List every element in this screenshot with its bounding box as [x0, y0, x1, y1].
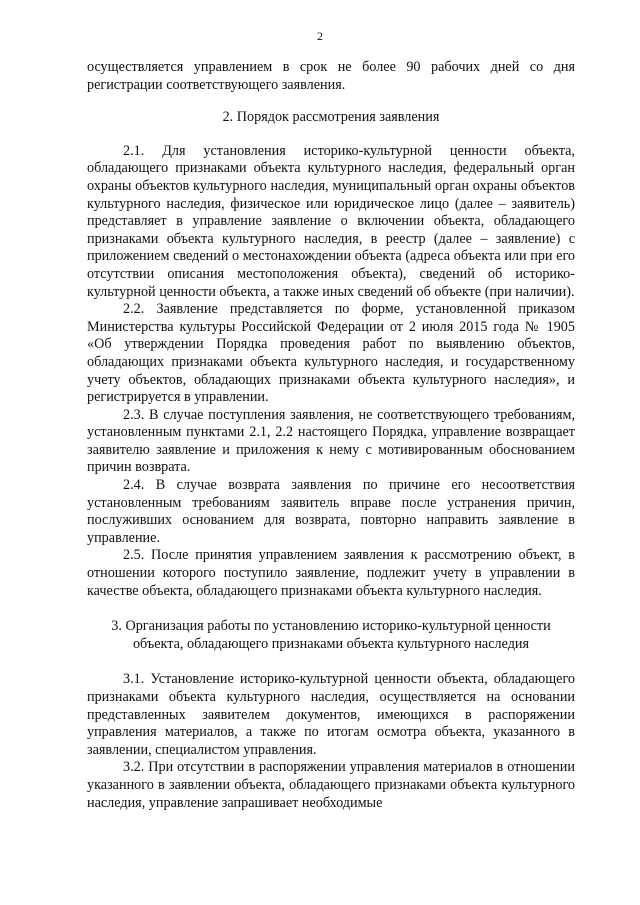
paragraph-2-5: 2.5. После принятия управлением заявления к рассмотрению объект, в отношении которого поступило заявление, подлежит учету в управлении в качестве объекта, обладающего признаками объекта культурного наследия. — [87, 547, 575, 599]
section-3-heading — [87, 618, 575, 653]
section-3-heading-line-1: 3. Организация работы по установлению историко-культурной ценности — [111, 618, 551, 635]
paragraph-2-1: 2.1. Для установления историко-культурной ценности объекта, обладающего признаками объекта культурного наследия, федеральный орган охраны объектов культурного наследия, муниципальный орган охраны объектов культурного наследия, физическое или юридическое лицо (далее – заявитель) представляет в управление заявление о включении объекта, обладающего признаками объекта культурного наследия, в реестр (далее – заявление) с приложением сведений о местонахождении объекта (адреса объекта или при его отсутствии описания местоположения объекта), сведений об историко-культурной ценности объекта, а также иных сведений об объекте (при наличии). — [87, 142, 575, 300]
section-3-heading-line-2: объекта, обладающего признаками объекта культурного наследия — [132, 635, 530, 652]
paragraph-2-3: 2.3. В случае поступления заявления, не соответствующего требованиям, установленным пунктами 2.1, 2.2 настоящего Порядка, управление возвращает заявителю заявление и приложения к нему с мотивированным обоснованием причин возврата. — [87, 406, 575, 476]
document-body — [87, 59, 575, 812]
paragraph-2-2: 2.2. Заявление представляется по форме, установленной приказом Министерства культуры Российской Федерации от 2 июля 2015 года № 1905 «Об утверждении Порядка проведения работ по выявлению объектов, обладающих признаками объекта культурного наследия, и государственному учету объектов, обладающих признаками объекта культурного наследия», и регистрируется в управлении. — [87, 301, 575, 406]
page-number: 2 — [317, 29, 323, 43]
paragraph-3-1: 3.1. Установление историко-культурной ценности объекта, обладающего признаками объекта культурного наследия, осуществляется на основании представленных заявителем документов, имеющихся в распоряжении управления материалов, а также по итогам осмотра объекта, указанного в заявлении, специалистом управления. — [87, 671, 575, 758]
section-2-heading: 2. Порядок рассмотрения заявления — [222, 109, 440, 126]
paragraph-2-4: 2.4. В случае возврата заявления по причине его несоответствия установленным требованиям заявитель вправе после устранения причин, послуживших основанием для возврата, повторно направить заявление в управление. — [87, 477, 575, 546]
intro-paragraph: осуществляется управлением в срок не более 90 рабочих дней со дня регистрации соответствующего заявления. — [87, 59, 575, 93]
paragraph-3-2: 3.2. При отсутствии в распоряжении управления материалов в отношении указанного в заявлении объекта, обладающего признаками объекта культурного наследия, управление запрашивает необходимые — [87, 759, 575, 811]
